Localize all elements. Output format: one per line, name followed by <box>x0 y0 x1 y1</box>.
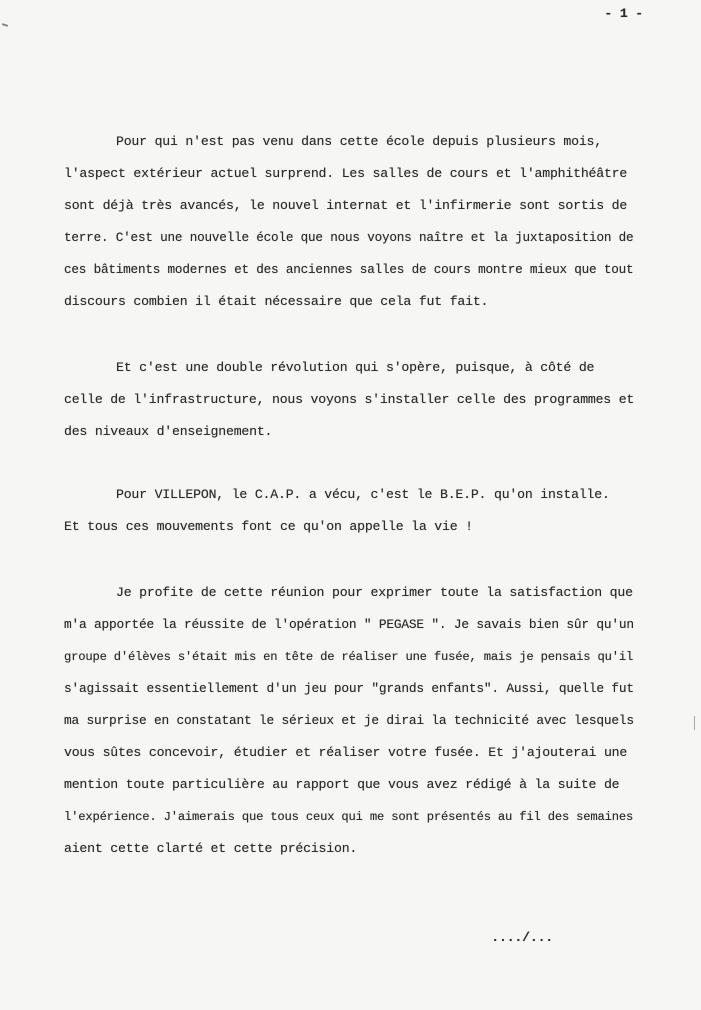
text-line: terre. C'est une nouvelle école que nous voyons naître et la juxtaposition de <box>64 230 634 245</box>
text-line: aient cette clarté et cette précision. <box>64 841 358 856</box>
text-line: discours combien il était nécessaire que cela fut fait. <box>64 294 489 309</box>
continuation-marker: ..../... <box>491 930 553 945</box>
paragraph-3 <box>64 479 634 543</box>
paragraph-2 <box>64 352 634 448</box>
text-line: vous sûtes concevoir, étudier et réaliser votre fusée. Et j'ajouterai une <box>64 745 628 760</box>
text-line: mention toute particulière au rapport que vous avez rédigé à la suite de <box>64 777 620 792</box>
text-line: ma surprise en constatant le sérieux et je dirai la technicité avec lesquels <box>64 713 634 728</box>
text-line: sont déjà très avancés, le nouvel internat et l'infirmerie sont sortis de <box>64 198 628 213</box>
text-line: s'agissait essentiellement d'un jeu pour "grands enfants". Aussi, quelle fut <box>64 681 634 696</box>
text-line: l'expérience. J'aimerais que tous ceux qui me sont présentés au fil des semaines <box>64 810 634 824</box>
text-line: ces bâtiments modernes et des anciennes salles de cours montre mieux que tout <box>64 262 634 277</box>
text-line: groupe d'élèves s'était mis en tête de réaliser une fusée, mais je pensais qu'il <box>64 650 634 664</box>
text-line: celle de l'infrastructure, nous voyons s'installer celle des programmes et <box>64 392 635 407</box>
text-line: Pour qui n'est pas venu dans cette école depuis plusieurs mois, <box>116 134 602 149</box>
text-line: m'a apportée la réussite de l'opération " PEGASE ". Je savais bien sûr qu'un <box>64 617 634 632</box>
stray-ink-mark <box>2 23 8 27</box>
text-line: Et c'est une double révolution qui s'opère, puisque, à côté de <box>116 360 595 375</box>
text-line: Et tous ces mouvements font ce qu'on appelle la vie ! <box>64 519 473 534</box>
paragraph-1 <box>64 126 634 318</box>
edge-ink-mark <box>694 716 695 730</box>
text-line: des niveaux d'enseignement. <box>64 424 273 439</box>
paragraph-4 <box>64 577 634 865</box>
text-line: Pour VILLEPON, le C.A.P. a vécu, c'est le B.E.P. qu'on installe. <box>116 487 610 502</box>
text-line: l'aspect extérieur actuel surprend. Les salles de cours et l'amphithéâtre <box>64 166 628 181</box>
text-line: Je profite de cette réunion pour exprimer toute la satisfaction que <box>116 585 633 600</box>
page-number: - 1 - <box>604 6 643 21</box>
